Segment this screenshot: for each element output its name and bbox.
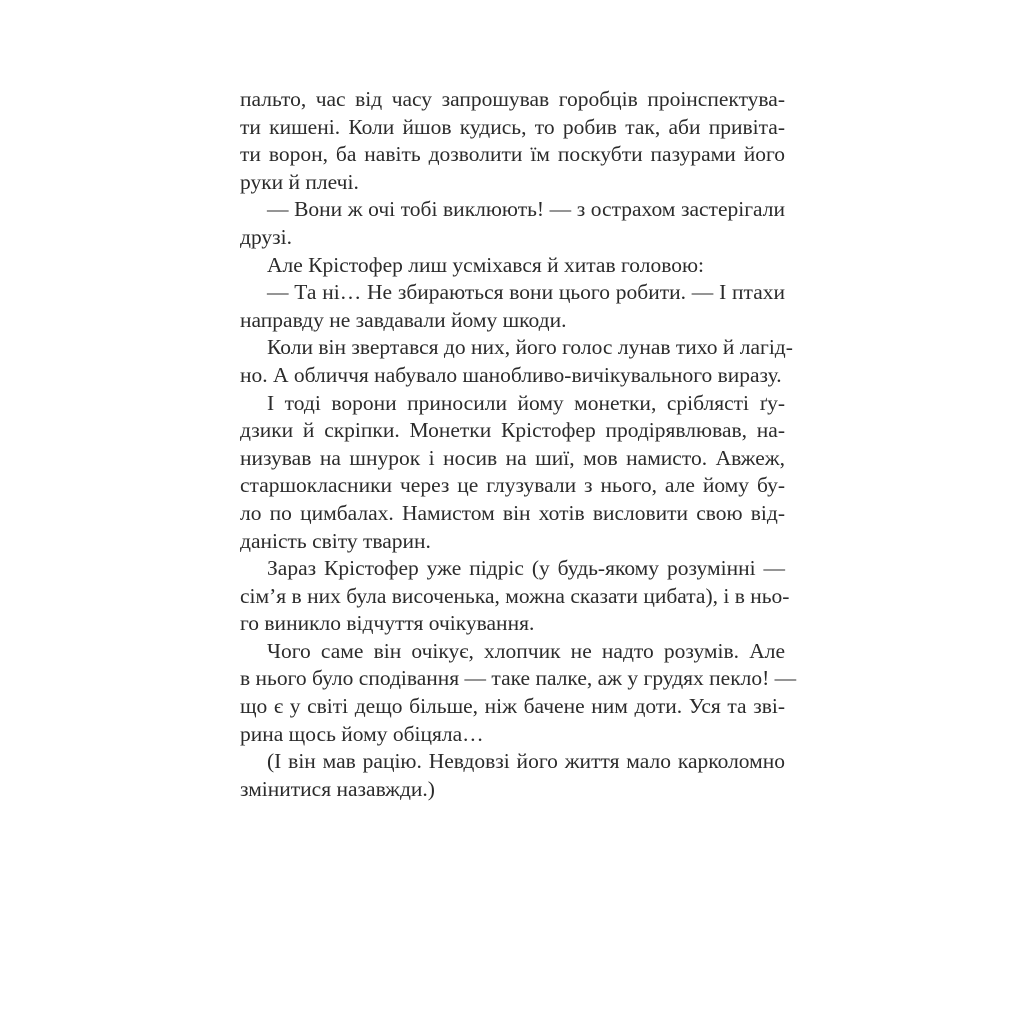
paragraph [240,334,793,389]
text-line: дзики й скріпки. Монетки Крістофер продірявлював, на- [240,418,785,443]
paragraph [240,555,790,638]
text-line: Чого саме він очікує, хлопчик не надто розумів. Але [267,638,785,663]
text-line: сім’я в них була височенька, можна сказати цибата), і в ньо- [240,583,790,608]
text-line: в нього було сподівання — таке палке, аж у грудях пекло! — [240,666,797,691]
page-text [240,86,797,803]
text-line: направду не завдавали йому шкоди. [240,307,567,332]
paragraph [240,748,785,803]
text-line: старшокласники через це глузували з нього, але йому бу- [240,473,785,498]
text-line: що є у світі дещо більше, ніж бачене ним доти. Уся та зві- [240,694,785,719]
text-line: Але Крістофер лиш усміхався й хитав головою: [267,252,705,277]
text-line: — Вони ж очі тобі виклюють! — з острахом застерігали [267,197,785,222]
text-line: Зараз Крістофер уже підріс (у будь-якому розумінні — [267,556,785,581]
text-line: — Та ні… Не збираються вони цього робити. — І птахи [267,280,785,305]
text-line: Коли він звертався до них, його голос лунав тихо й лагід- [267,335,793,360]
text-line: ти ворон, ба навіть дозволити їм поскубти пазурами його [240,142,785,167]
text-line: рина щось йому обіцяла… [240,721,484,746]
text-line: змінитися назавжди.) [240,776,435,801]
text-line: го виникло відчуття очікування. [240,611,535,636]
paragraph [240,638,797,748]
text-line: низував на шнурок і носив на шиї, мов намисто. Авжеж, [240,445,785,470]
text-line: руки й плечі. [240,169,359,194]
paragraph [240,196,785,251]
paragraph [240,86,785,196]
paragraph [240,252,785,280]
text-line: ти кишені. Коли йшов кудись, то робив так, аби привіта- [240,114,785,139]
text-line: даність світу тварин. [240,528,431,553]
text-line: друзі. [240,224,292,249]
text-line: І тоді ворони приносили йому монетки, сріблясті ґу- [267,390,785,415]
text-line: пальто, час від часу запрошував горобців проінспектува- [240,87,785,111]
paragraph [240,279,785,334]
paragraph [240,390,785,556]
text-line: (І він мав рацію. Невдовзі його життя мало карколомно [267,749,785,774]
text-line: но. А обличчя набувало шанобливо-вичікувального виразу. [240,362,782,387]
text-line: ло по цимбалах. Намистом він хотів висловити свою від- [240,500,785,525]
